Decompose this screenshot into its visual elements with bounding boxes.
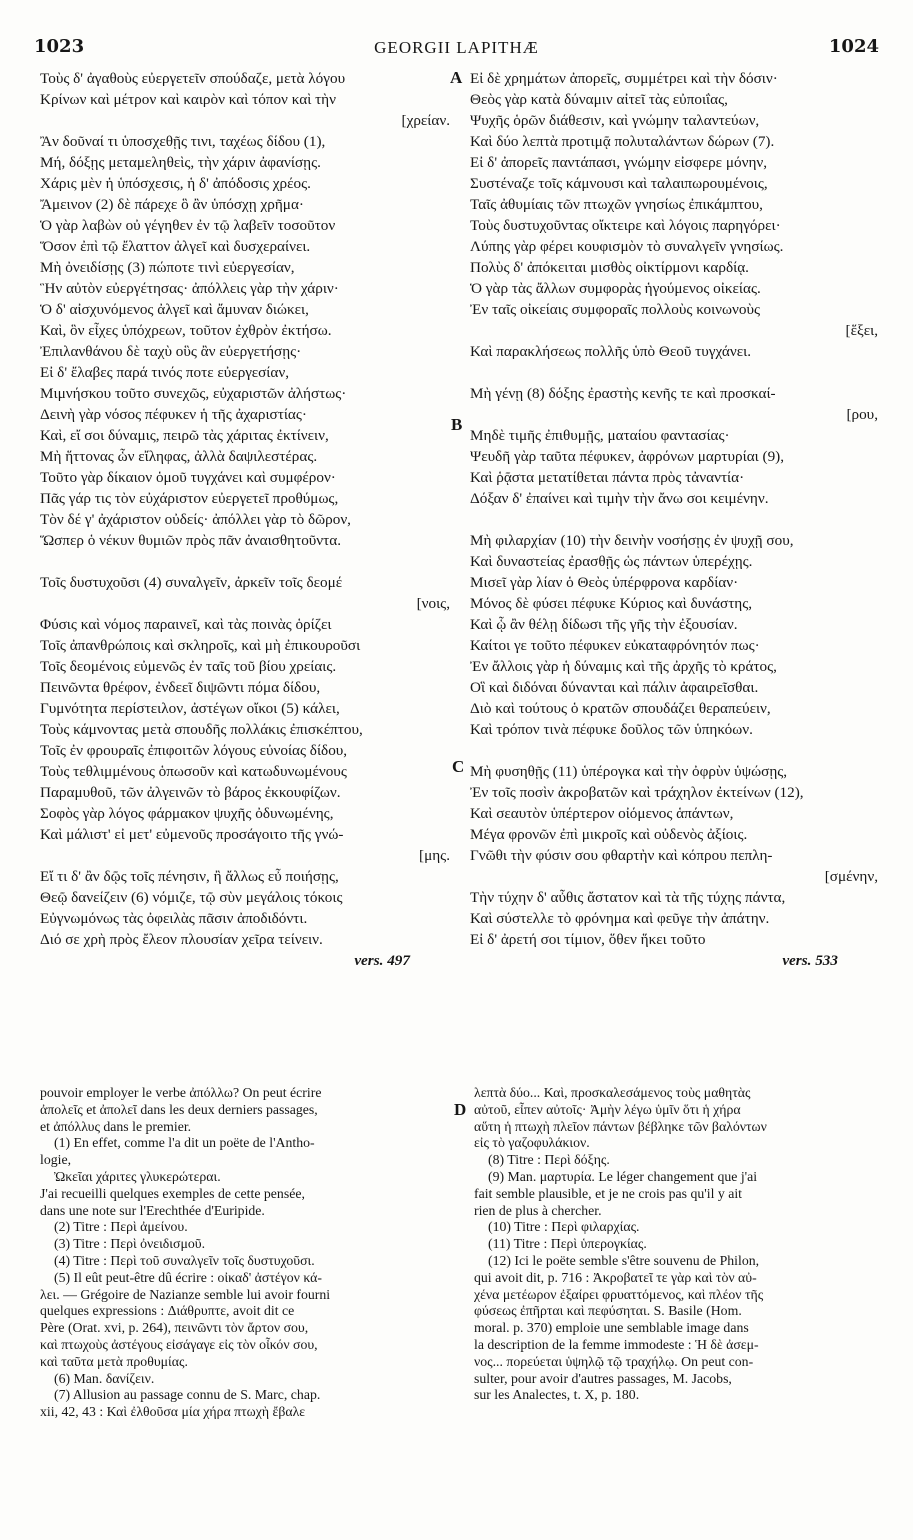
right-footnote-line: rien de plus à chercher. — [474, 1202, 602, 1218]
right-footnote-line: αὕτη ἡ πτωχὴ πλεῖον πάντων βέβληκε τῶν βαλόντων — [474, 1118, 767, 1134]
right-footnote-line: sur les Analectes, t. X, p. 180. — [474, 1387, 640, 1403]
left-verse-line: Τὸν δέ γ' ἀχάριστον οὐδείς· ἀπόλλει γὰρ τὸ δῶρον, — [40, 511, 351, 528]
left-footnote-line: (3) Titre : Περὶ ὀνειδισμοῦ. — [54, 1236, 206, 1252]
right-verse-column — [470, 68, 878, 971]
left-footnote-line: xii, 42, 43 : Καὶ ἐλθοῦσα μία χήρα πτωχὴ ἔβαλε — [40, 1404, 306, 1420]
left-footnote-line: λει. — Grégoire de Nazianze semble lui avoir fourni — [40, 1286, 331, 1302]
right-footnote-line: (8) Titre : Περὶ δόξης. — [488, 1152, 610, 1168]
right-footnote-line: (11) Titre : Περὶ ὑπερογκίας. — [488, 1236, 647, 1252]
right-verse-line: Καὶ τρόπον τινὰ πέφυκε δοῦλος τῶν ὑπηκόων. — [470, 721, 753, 738]
left-verse-line: Μὴ ἥττονας ὧν εἴληφας, ἀλλὰ δαψιλεστέρας. — [40, 448, 318, 465]
left-verse-lines — [40, 68, 450, 950]
left-verse-line: Κρίνων καὶ μέτρον καὶ καιρὸν καὶ τόπον καὶ τὴν — [40, 91, 336, 108]
right-footnote-line: (9) Man. μαρτυρία. Le léger changement que j'ai — [488, 1168, 758, 1184]
right-stanza-gap — [470, 740, 878, 761]
right-footnote-line: λεπτὰ δύο... Καὶ, προσκαλεσάμενος τοὺς μαθητὰς — [474, 1085, 751, 1100]
right-verse-line: Ταῖς ἀθυμίαις τῶν πτωχῶν γνησίως ἐπικάμπτου, — [470, 196, 763, 213]
left-footnote-line: Père (Orat. xvi, p. 264), πεινῶντι τὸν ἄρτον σου, — [40, 1320, 309, 1336]
right-footnote-line: νος... πορεύεται ὑψηλῷ τῷ τραχήλῳ. On peut con- — [474, 1353, 754, 1369]
right-verse-line: Μέγα φρονῶν ἐπὶ μικροῖς καὶ οὐδενὸς ἀξίοις. — [470, 826, 748, 843]
left-verse-line: Ἄμεινον (2) δὲ πάρεχε ὃ ἂν ὑπόσχῃ χρῆμα· — [40, 196, 304, 213]
right-verse-line: Θεὸς γὰρ κατὰ δύναμιν αἰτεῖ τὰς εὐποιΐας, — [470, 91, 728, 108]
left-verse-line: Τοῦτο γὰρ δίκαιον ὁμοῦ τυγχάνει καὶ συμφέρον· — [40, 469, 336, 486]
left-verse-column — [40, 68, 450, 971]
right-footnote-line: (10) Titre : Περὶ φιλαρχίας. — [488, 1219, 640, 1235]
right-verse-line: Μὴ φυσηθῇς (11) ὑπέρογκα καὶ τὴν ὀφρὺν ὑψώσῃς, — [470, 763, 788, 780]
left-footnote-line: Ὠκεῖαι χάριτες γλυκερώτεραι. — [54, 1168, 221, 1184]
left-footnote-line: (1) En effet, comme l'a dit un poëte de l'Antho- — [54, 1135, 315, 1151]
left-verse-line: Εἰ δ' ἔλαβες παρά τινός ποτε εὐεργεσίαν, — [40, 364, 289, 381]
right-verse-line: Λύπης γὰρ φέρει κουφισμὸν τὸ συναλγεῖν γνησίως. — [470, 238, 784, 255]
right-footnote-line: φύσεως ἐπῆρται καὶ πεφύσηται. S. Basile (Hom. — [474, 1303, 742, 1319]
left-verse-line: Ὁ δ' αἰσχυνόμενος ἀλγεῖ καὶ ἄμυναν διώκει, — [40, 301, 309, 318]
right-verse-line: [σμένην, — [824, 868, 878, 885]
left-footnote-line: quelques expressions : Διάθρυπτε, avoit dit ce — [40, 1303, 295, 1319]
right-footnote-line: sulter, pour avoir d'autres passages, M. Jacobs, — [474, 1370, 732, 1386]
right-verse-lines — [470, 68, 878, 950]
right-verse-line: Καὶ παρακλήσεως πολλῆς ὑπὸ Θεοῦ τυγχάνει. — [470, 343, 752, 360]
left-verse-line: Πᾶς γάρ τις τὸν εὐχάριστον εὐεργετεῖ προθύμως, — [40, 490, 339, 507]
right-verse-line: Δόξαν δ' ἐπαίνει καὶ τιμὴν τὴν ἄνω σοι κειμένην. — [470, 490, 769, 507]
right-verse-line: Μὴ φιλαρχίαν (10) τὴν δεινὴν νοσήσῃς ἐν ψυχῇ σου, — [470, 532, 794, 549]
left-verse-line: Εὐγνωμόνως τὰς ὀφειλὰς πᾶσιν ἀποδιδόντι. — [40, 910, 308, 927]
footnotes-right — [474, 1085, 880, 1404]
right-verse-line: Οἳ καὶ διδόναι δύνανται καὶ πάλιν ἀφαιρεῖσθαι. — [470, 679, 759, 696]
left-verse-line: Χάρις μὲν ἡ ὑπόσχεσις, ἡ δ' ἀπόδοσις χρέος. — [40, 175, 311, 192]
right-verse-line: Καὶ ᾧ ἂν θέλῃ δίδωσι τῆς γῆς τὴν ἐξουσίαν. — [470, 616, 738, 633]
running-title: GEORGII LAPITHÆ — [374, 38, 539, 57]
left-verse-line: Τοὺς κάμνοντας μετὰ σπουδῆς πολλάκις ἐπισκέπτου, — [40, 721, 363, 738]
right-stanza-gap — [470, 362, 878, 383]
right-verse-line: Γνῶθι τὴν φύσιν σου φθαρτὴν καὶ κόπρου πεπλη- — [470, 847, 773, 864]
left-footnote-line: (2) Titre : Περὶ ἀμείνου. — [54, 1219, 188, 1235]
left-footnote-line: ἀπολεῖς et ἀπολεῖ dans les deux derniers passages, — [40, 1101, 318, 1117]
right-footnote-line: fait semble plausible, et je ne crois pas qu'il y ait — [474, 1185, 743, 1201]
margin-letter-a: A — [450, 68, 463, 87]
right-footnote-line: qui avoit dit, p. 716 : Ἀκροβατεῖ τε γὰρ καὶ τὸν αὐ- — [474, 1269, 757, 1285]
left-verse-line: Καὶ μάλιστ' εἰ μετ' εὐμενοῦς προσάγοιτο τῆς γνώ- — [40, 826, 344, 843]
left-verse-line: Ὅσον ἐπὶ τῷ ἔλαττον ἀλγεῖ καὶ δυσχεραίνει. — [40, 238, 311, 255]
margin-letter-d: D — [454, 1100, 467, 1119]
left-footnote-line: et ἀπόλλυς dans le premier. — [40, 1118, 192, 1134]
right-footnote-line: εἰς τὸ γαζοφυλάκιον. — [474, 1135, 590, 1151]
right-verse-line: Καὶ σύστελλε τὸ φρόνημα καὶ φεῦγε τὴν ἀπάτην. — [470, 910, 770, 927]
left-footnote-line: (6) Man. δανίζειν. — [54, 1370, 155, 1386]
left-verse-line: Φύσις καὶ νόμος παραινεῖ, καὶ τὰς ποινὰς ὁρίζει — [40, 616, 332, 633]
left-verse-line: Καὶ, εἴ σοι δύναμις, πειρῶ τὰς χάριτας ἐκτίνειν, — [40, 427, 329, 444]
left-verse-line: Ὥσπερ ὁ νέκυν θυμιῶν πρὸς πᾶν ἀναισθητοῦντα. — [40, 532, 342, 549]
left-verse-line: Ὁ γὰρ λαβὼν οὐ γέγηθεν ἐν τῷ λαβεῖν τοσοῦτον — [40, 217, 336, 234]
left-verse-line: [χρείαν. — [401, 112, 450, 129]
verse-count-left: vers. 497 — [354, 952, 410, 969]
right-verse-line: Μὴ γένῃ (8) δόξης ἐραστὴς κενῆς τε καὶ προσκαί- — [470, 385, 776, 402]
footnotes-left — [40, 1085, 450, 1421]
left-footnote-line: (7) Allusion au passage connu de S. Marc, chap. — [54, 1387, 321, 1403]
right-verse-line: Καὶ δύο λεπτὰ προτιμᾷ πολυταλάντων δώρων (7). — [470, 133, 775, 150]
page-header — [34, 36, 879, 62]
right-verse-line: Ἐν τοῖς ποσὶν ἀκροβατῶν καὶ τράχηλον ἐκτείνων (12), — [470, 784, 804, 801]
right-verse-line: Μισεῖ γὰρ λίαν ὁ Θεὸς ὑπέρφρονα καρδίαν· — [470, 574, 739, 591]
footnote-lines-right — [474, 1085, 880, 1404]
left-verse-line: Μὴ ὀνειδίσῃς (3) πώποτε τινὶ εὐεργεσίαν, — [40, 259, 295, 276]
footnote-lines-left — [40, 1085, 450, 1421]
left-verse-line: Εἴ τι δ' ἂν δῷς τοῖς πένησιν, ἢ ἄλλως εὖ ποιήσῃς, — [40, 868, 339, 885]
left-verse-line: [μης. — [419, 847, 450, 864]
left-verse-line: Τοὺς δ' ἀγαθοὺς εὐεργετεῖν σπούδαζε, μετὰ λόγου — [40, 70, 346, 87]
right-verse-line: Πολὺς δ' ἀπόκειται μισθὸς οἰκτίρμονι καρδίᾳ. — [470, 259, 749, 276]
right-verse-line: Μηδὲ τιμῆς ἐπιθυμῇς, ματαίου φαντασίας· — [470, 427, 730, 444]
left-footnote-line: (5) Il eût peut-être dû écrire : οἰκαδ' ἀστέγον κά- — [54, 1269, 323, 1285]
left-verse-line: Τοῖς δυστυχοῦσι (4) συναλγεῖν, ἀρκεῖν τοῖς δεομέ — [40, 574, 343, 591]
left-verse-line: Δεινὴ γὰρ νόσος πέφυκεν ἡ τῆς ἀχαριστίας· — [40, 406, 307, 423]
right-verse-line: Τοὺς δυστυχοῦντας οἴκτειρε καὶ λόγοις παρηγόρει· — [470, 217, 781, 234]
right-verse-line: Εἰ δ' ἀπορεῖς παντάπασι, γνώμην εἰσφερε μόνην, — [470, 154, 768, 171]
left-verse-line: Θεῷ δανείζειν (6) νόμιζε, τῷ σὺν μεγάλοις τόκοις — [40, 889, 343, 906]
left-verse-line: Τοῖς ἀπανθρώποις καὶ σκληροῖς, καὶ μὴ ἐπικουροῦσι — [40, 637, 361, 654]
right-verse-line: [ρου, — [846, 406, 878, 423]
left-footnote-line: καὶ ταῦτα μετὰ προθυμίας. — [40, 1353, 188, 1369]
right-footnote-line: χένα μετέωρον ἐξαίρει φρυαττόμενος, καὶ πλέον τῆς — [474, 1286, 764, 1302]
right-footnote-line: la description de la femme immodeste : Ἡ δὲ ἀσεμ- — [474, 1336, 759, 1352]
right-verse-line: Ψευδῆ γὰρ ταῦτα πέφυκεν, ἀφρόνων μαρτυρίαι (9), — [470, 448, 785, 465]
right-verse-line: Ὁ γὰρ τὰς ἄλλων συμφορὰς ἡγούμενος οἰκείας. — [470, 280, 761, 297]
left-footnote-line: καὶ πτωχοὺς ἀστέγους εἰσάγαγε εἰς τὸν οἶκόν σου, — [40, 1336, 318, 1352]
left-verse-line: Διό σε χρὴ πρὸς ἔλεον πλουσίαν χεῖρα τείνειν. — [40, 931, 323, 948]
left-verse-line: [νοις, — [416, 595, 450, 612]
verse-count-right: vers. 533 — [782, 952, 838, 969]
left-verse-line: Μή, δόξῃς μεταμεληθεὶς, τὴν χάριν ἀφανίσῃς. — [40, 154, 321, 171]
right-footnote-line: αὐτοῦ, εἶπεν αὐτοῖς· Ἀμὴν λέγω ὑμῖν ὅτι ἡ χήρα — [474, 1101, 741, 1117]
left-footnote-line: J'ai recueilli quelques exemples de cette pensée, — [40, 1185, 305, 1201]
right-verse-line: Ψυχῆς ὁρῶν διάθεσιν, καὶ γνώμην ταλαντεύων, — [470, 112, 760, 129]
right-verse-line: Καὶ σεαυτὸν ὑπέρτερον οἰόμενος ἁπάντων, — [470, 805, 734, 822]
right-verse-line: Καὶ ῥᾷστα μετατίθεται πάντα πρὸς τἀναντία· — [470, 469, 745, 486]
left-verse-line: Καὶ, ὃν εἶχες ὑπόχρεων, τοῦτον ἐχθρὸν ἐκτήσω. — [40, 322, 332, 339]
left-footnote-line: pouvoir employer le verbe ἀπόλλω? On peut écrire — [40, 1085, 322, 1100]
right-verse-line: Εἰ δ' ἀρετή σοι τίμιον, ὅθεν ἥκει τοῦτο — [470, 931, 706, 948]
right-verse-line: Ἐν ἄλλοις γὰρ ἡ δύναμις καὶ τῆς ἀρχῆς τὸ κράτος, — [470, 658, 777, 675]
left-verse-line: Παραμυθοῦ, τῶν ἀλγεινῶν τὸ βάρος ἐκκουφίζων. — [40, 784, 341, 801]
right-footnote-line: moral. p. 370) emploie une semblable image dans — [474, 1320, 749, 1336]
margin-letter-c: C — [452, 757, 465, 776]
left-verse-line: Ἂν δοῦναί τι ὑποσχεθῇς τινι, ταχέως δίδου (1), — [40, 133, 326, 150]
right-verse-line: Συστέναζε τοῖς κάμνουσι καὶ ταλαιπωρουμένοις, — [470, 175, 768, 192]
right-verse-line: Διὸ καὶ τούτους ὁ κρατῶν σπουδάζει θεραπεύειν, — [470, 700, 771, 717]
left-verse-line: Τοῖς ἐν φρουραῖς ἐπιφοιτῶν λόγους εὐνοίας δίδου, — [40, 742, 348, 759]
left-verse-line: Γυμνότητα περίστειλον, ἀστέγων οἴκοι (5) κάλει, — [40, 700, 340, 717]
left-footnote-line: dans une note sur l'Erechthée d'Euripide. — [40, 1202, 265, 1218]
left-verse-line: Τοὺς τεθλιμμένους ὁπωσοῦν καὶ κατωδυνωμένους — [40, 763, 347, 780]
left-verse-line: Πεινῶντα θρέφον, ἐνδεεῖ διψῶντι πόμα δίδου, — [40, 679, 321, 696]
right-verse-line: Εἰ δὲ χρημάτων ἀπορεῖς, συμμέτρει καὶ τὴν δόσιν· — [470, 70, 778, 87]
right-verse-line: Καὶ δυναστείας ἐρασθῇς ὡς πάντων ὑπερέχῃς. — [470, 553, 753, 570]
left-footnote-line: (4) Titre : Περὶ τοῦ συναλγεῖν τοῖς δυστυχοῦσι. — [54, 1252, 315, 1268]
right-footnote-line: (12) Ici le poëte semble s'être souvenu de Philon, — [488, 1252, 760, 1268]
margin-letter-b: B — [451, 415, 463, 434]
page-number-right: 1024 — [828, 36, 879, 57]
left-verse-line: Τοῖς δεομένοις εὐμενῶς ἐν ταῖς τοῦ βίου χρείαις. — [40, 658, 337, 675]
right-verse-line: Τὴν τύχην δ' αὖθις ἄστατον καὶ τὰ τῆς τύχης πάντα, — [470, 889, 786, 906]
page-number-left: 1023 — [34, 36, 85, 57]
right-verse-line: Ἐν ταῖς οἰκείαις συμφοραῖς πολλοὺς κοινωνοὺς — [470, 301, 761, 318]
left-verse-line: Σοφὸς γὰρ λόγος φάρμακον ψυχῆς ὀδυνωμένης, — [40, 805, 334, 822]
left-verse-line: Μιμνήσκου τοῦτο συνεχῶς, εὐχαριστῶν ἀλήστως· — [40, 385, 347, 402]
right-verse-line: Καίτοι γε τοῦτο πέφυκεν εὐκαταφρόνητόν πως· — [470, 637, 760, 654]
left-verse-line: Ἣν αὐτὸν εὐεργέτησας· ἀπόλλεις γὰρ τὴν χάριν· — [40, 280, 339, 297]
right-stanza-gap — [470, 509, 878, 530]
right-verse-line: Μόνος δὲ φύσει πέφυκε Κύριος καὶ δυνάστης, — [470, 595, 753, 612]
right-verse-line: [ἕξει, — [845, 322, 878, 339]
left-verse-line: Ἐπιλανθάνου δὲ ταχὺ οὓς ἂν εὐεργετήσῃς· — [40, 343, 302, 360]
left-footnote-line: logie, — [40, 1152, 72, 1168]
left-stanza-gap — [40, 551, 450, 572]
